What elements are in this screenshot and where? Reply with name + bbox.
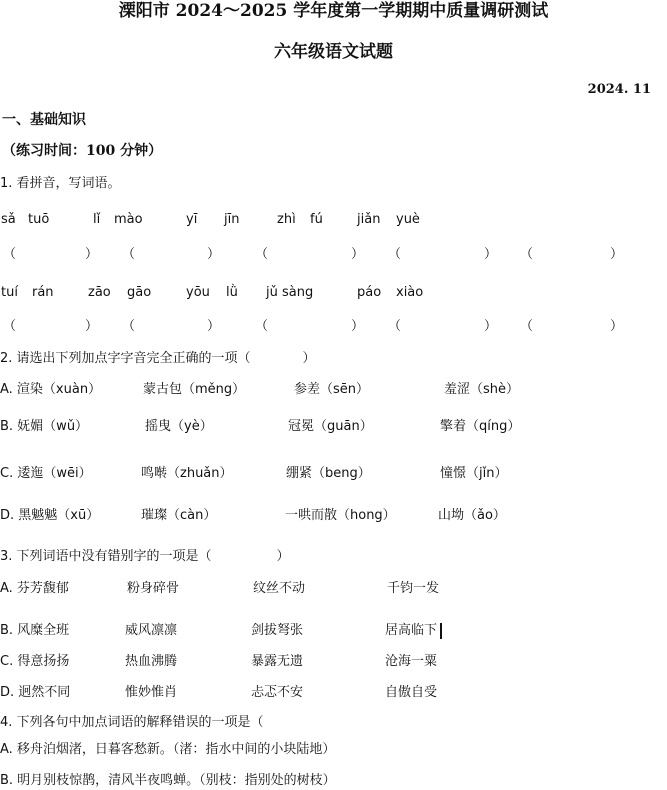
q3-option: 暴露无遗	[251, 654, 304, 669]
pinyin: jīn	[224, 212, 240, 227]
section-heading: 一、基础知识	[2, 112, 86, 128]
q2-option: 参差（sēn）	[294, 382, 370, 397]
q2-option: 憧憬（jǐn）	[440, 466, 508, 481]
pinyin: sǎ	[1, 212, 16, 227]
q2-option: 绷紧（beng）	[286, 466, 371, 481]
q3-option: 自傲自受	[385, 685, 438, 700]
paren-open: （	[3, 247, 17, 262]
paren-close: ）	[484, 319, 498, 334]
pinyin: tuō	[28, 212, 50, 227]
pinyin: fú	[310, 212, 323, 227]
paren-close: ）	[85, 319, 99, 334]
paren-close: ）	[207, 319, 221, 334]
q2-option: 鸣啭（zhuǎn）	[141, 466, 233, 481]
paren-open: （	[122, 247, 136, 262]
paren-open: （	[3, 319, 17, 334]
pinyin: zhì	[277, 212, 296, 227]
q3-option: 居高临下	[385, 623, 438, 638]
q3-option: 热血沸腾	[125, 654, 178, 669]
q2-option: C. 逶迤（wēi）	[0, 466, 92, 481]
paren-open: （	[122, 319, 136, 334]
exam-subtitle: 六年级语文试题	[274, 42, 393, 62]
q3-option: C. 得意扬扬	[0, 654, 70, 669]
pinyin: yuè	[396, 212, 420, 227]
pinyin: xiào	[396, 285, 424, 300]
pinyin: gāo	[127, 285, 152, 300]
q2-option: 一哄而散（hong）	[285, 508, 396, 523]
q2-option: 摇曳（yè）	[145, 419, 213, 434]
pinyin: lǐ	[93, 212, 101, 227]
q3-option: 惟妙惟肖	[125, 685, 178, 700]
paren-close: ）	[351, 247, 365, 262]
paren-open: （	[255, 247, 269, 262]
q3-option: 粉身碎骨	[127, 581, 180, 596]
pinyin: jǔ sàng	[266, 285, 314, 300]
q2-option: A. 渲染（xuàn）	[0, 382, 102, 397]
exam-title: 溧阳市 2024～2025 学年度第一学期期中质量调研测试	[118, 1, 549, 21]
q2-option: 冠冕（guān）	[288, 419, 373, 434]
pinyin: lǜ	[226, 285, 238, 300]
paren-open: （	[520, 319, 534, 334]
text-cursor	[440, 623, 442, 639]
q4-prompt: 4. 下列各句中加点词语的解释错误的一项是（	[0, 715, 264, 730]
q3-option: 千钧一发	[387, 581, 440, 596]
q4-option: B. 明月别枝惊鹊，清风半夜鸣蝉。（别枝：指别处的树枝）	[0, 773, 336, 788]
q4-option: A. 移舟泊烟渚，日暮客愁新。（渚：指水中间的小块陆地）	[0, 742, 336, 757]
q2-prompt: 2. 请选出下列加点字字音完全正确的一项（ ）	[0, 351, 316, 366]
q3-option: 威风凛凛	[125, 623, 178, 638]
pinyin: zāo	[88, 285, 111, 300]
q2-option: 羞涩（shè）	[444, 382, 520, 397]
pinyin: yī	[186, 212, 198, 227]
q3-option: A. 芬芳馥郁	[0, 581, 69, 596]
q2-option: 璀璨（càn）	[141, 508, 217, 523]
q3-option: 纹丝不动	[253, 581, 306, 596]
q3-option: 忐忑不安	[251, 685, 304, 700]
q3-option: D. 迥然不同	[0, 685, 71, 700]
pinyin: rán	[32, 285, 54, 300]
exam-date: 2024. 11	[587, 82, 651, 97]
pinyin: yōu	[186, 285, 210, 300]
q2-option: 擎着（qíng）	[440, 419, 521, 434]
practice-time: （练习时间：100 分钟）	[2, 143, 163, 159]
q2-option: B. 妩媚（wǔ）	[0, 419, 89, 434]
q3-option: B. 风糜全班	[0, 623, 70, 638]
q2-option: D. 黑魆魆（xū）	[0, 508, 100, 523]
paren-close: ）	[610, 319, 624, 334]
paren-open: （	[255, 319, 269, 334]
q2-option: 蒙古包（měng）	[143, 382, 246, 397]
paren-close: ）	[610, 247, 624, 262]
q3-option: 剑拔弩张	[251, 623, 304, 638]
q3-prompt: 3. 下列词语中没有错别字的一项是（ ）	[0, 549, 290, 564]
pinyin: páo	[357, 285, 382, 300]
q2-option: 山坳（ǎo）	[438, 508, 506, 523]
paren-close: ）	[85, 247, 99, 262]
pinyin: mào	[114, 212, 143, 227]
paren-open: （	[388, 319, 402, 334]
paren-open: （	[388, 247, 402, 262]
paren-close: ）	[207, 247, 221, 262]
paren-close: ）	[351, 319, 365, 334]
q3-option: 沧海一粟	[385, 654, 438, 669]
pinyin: jiǎn	[357, 212, 381, 227]
pinyin: tuí	[1, 285, 18, 300]
paren-close: ）	[484, 247, 498, 262]
paren-open: （	[520, 247, 534, 262]
q1-prompt: 1. 看拼音，写词语。	[0, 176, 121, 191]
